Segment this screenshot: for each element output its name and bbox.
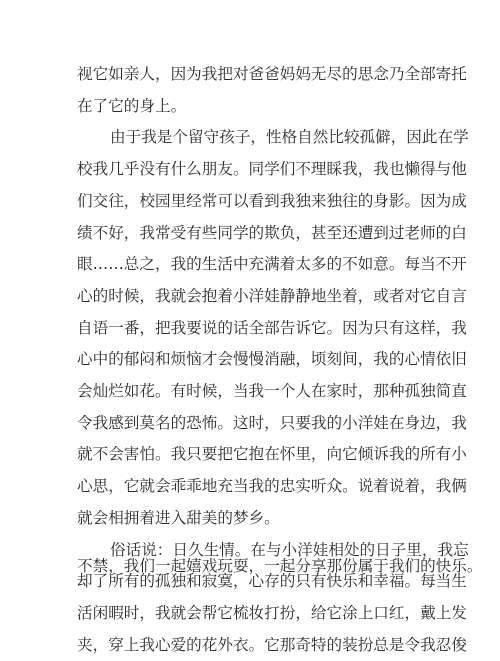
- text-line: 视它如亲人，因为我把对爸爸妈妈无尽的思念乃全部寄托: [77, 65, 467, 83]
- text-line: 就会相拥着进入甜美的梦乡。: [77, 508, 280, 527]
- text-line: 夹，穿上我心爱的花外衣。它那奇特的装扮总是令我忍俊: [77, 635, 467, 654]
- text-line: 自语一番，把我要说的话全部告诉它。因为只有这样，我: [77, 318, 467, 337]
- text-line: 在了它的身上。: [77, 96, 187, 115]
- text-line: 令我感到莫名的恐怖。这时，只要我的小洋娃在身边，我: [77, 413, 467, 432]
- text-line: 心思，它就会乖乖地充当我的忠实听众。说着说着，我俩: [77, 477, 467, 496]
- text-line: 就不会害怕。我只要把它抱在怀里，向它倾诉我的所有小: [77, 445, 467, 464]
- text-line: 心中的郁闷和烦恼才会慢慢消融，顷刻间，我的心情依旧: [77, 350, 467, 369]
- text-line: 绩不好，我常受有些同学的欺负，甚至还遭到过老师的白: [77, 223, 467, 242]
- text-line: 眼……总之，我的生活中充满着太多的不如意。每当不开: [77, 255, 467, 274]
- paragraph-start-line: 俗话说：日久生情。在与小洋娃相处的日子里，我忘: [110, 540, 469, 559]
- text-line: 校我几乎没有什么朋友。同学们不理睬我，我也懒得与他: [77, 160, 467, 179]
- text-line: 不禁，我们一起嬉戏玩耍，一起分享那份属于我们的快乐。: [77, 557, 483, 575]
- text-line: 却了所有的孤独和寂寞，心存的只有快乐和幸福。每当生: [77, 572, 467, 591]
- text-line: 心的时候，我就会抱着小洋娃静静地坐着，或者对它自言: [77, 286, 467, 305]
- partially-visible-line: [77, 551, 483, 575]
- text-line: 们交往，校园里经常可以看到我独来独往的身影。因为成: [77, 191, 467, 210]
- text-line: 会灿烂如花。有时候，当我一个人在家时，那种孤独简直: [77, 382, 467, 401]
- text-line: 活闲暇时，我就会帮它梳妆打扮，给它涂上口红，戴上发: [77, 603, 467, 622]
- paragraph-start-line: 由于我是个留守孩子，性格自然比较孤僻，因此在学: [110, 128, 469, 147]
